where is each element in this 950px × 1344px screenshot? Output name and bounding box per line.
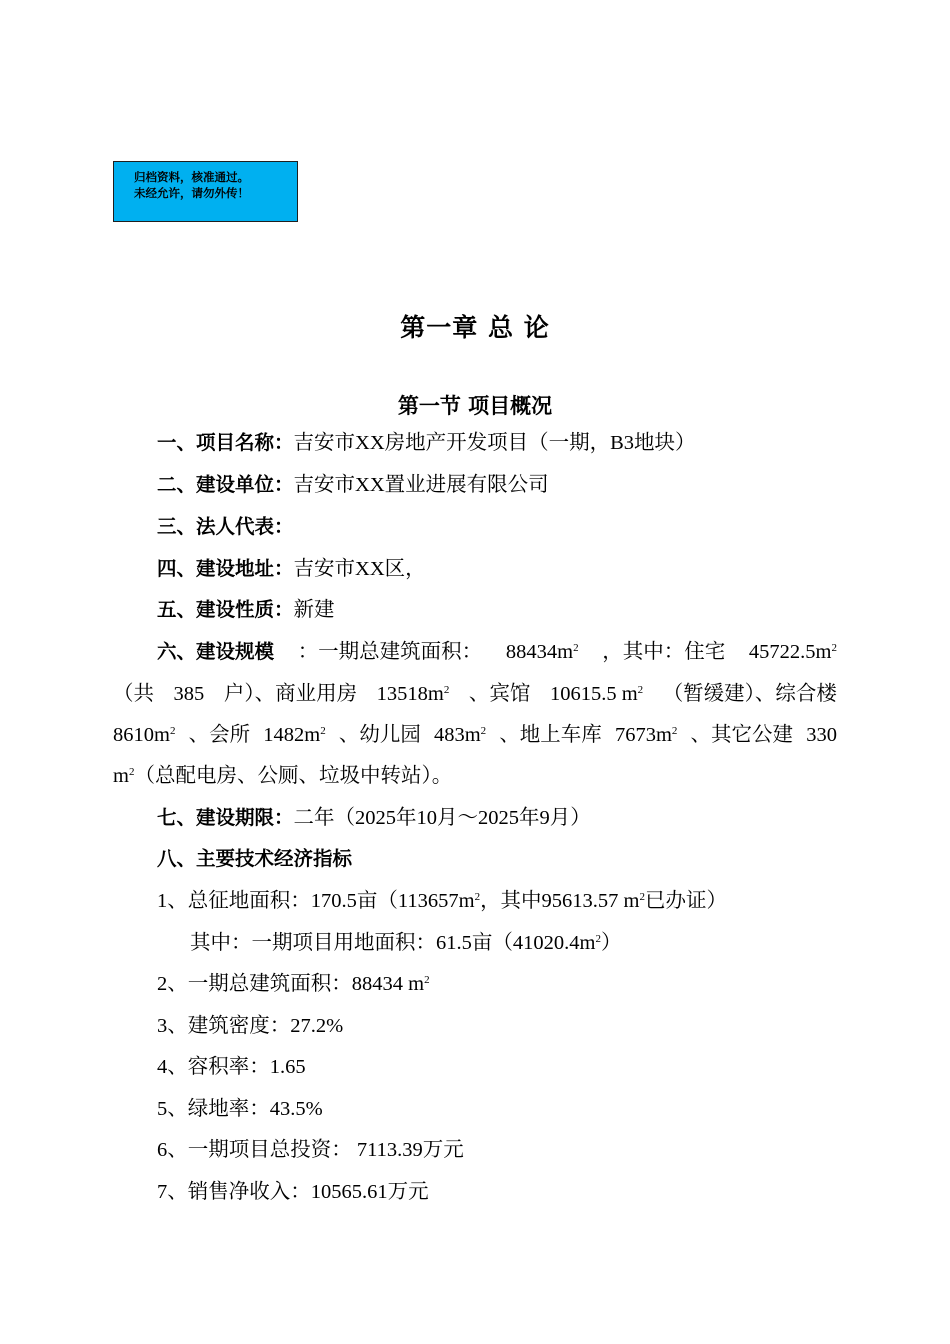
scale-text: 、宾馆: [468, 683, 531, 705]
scale-text: $45722.5m^2$: [748, 641, 837, 663]
scale-line-1: [157, 638, 837, 666]
indicator-floor-area: 2、一期总建筑面积：88434 $m^2$: [157, 973, 430, 995]
item-value: 吉安市XX置业进展有限公司: [293, 474, 549, 496]
item-label: 五、建设性质：: [157, 598, 294, 621]
item-label: 四、建设地址：: [157, 557, 294, 580]
scale-text: 、会所: [188, 724, 251, 746]
scale-text: 、幼儿园: [338, 724, 421, 746]
item-value: 二年（2025年10月～2025年9月）: [293, 807, 591, 829]
item-label: 六、建设规模: [157, 640, 275, 663]
chapter-title: 第一章 总 论: [400, 313, 550, 342]
archive-stamp: [113, 161, 298, 222]
scale-text: $483m^2$: [433, 724, 487, 746]
scale-text: $1482m^2$: [263, 724, 326, 746]
scale-text: 、地上车库: [499, 724, 602, 746]
scale-text: $8610m^2$: [113, 724, 176, 746]
indicator-plot-ratio: 4、容积率：1.65: [157, 1056, 306, 1078]
scale-text: 户）、商业用房: [223, 683, 358, 705]
item-value: 吉安市XX区，: [293, 558, 426, 580]
item-label: 七、建设期限：: [157, 806, 294, 829]
item-legal-rep: [157, 513, 294, 541]
item-label: 二、建设单位：: [157, 473, 294, 496]
item-label: 一、项目名称：: [157, 431, 294, 454]
scale-text: （暂缓建）、综合楼: [662, 683, 837, 705]
item-label: 八、主要技术经济指标: [157, 847, 353, 870]
indicator-phase1-land: 其中：一期项目用地面积：61.5亩$(41020.4m^2)$: [190, 932, 622, 954]
scale-text: 330: [806, 724, 837, 746]
indicator-building-density: 3、建筑密度：27.2%: [157, 1015, 344, 1037]
indicator-net-revenue: 7、销售净收入：10565.61万元: [157, 1181, 429, 1203]
scale-text: $88434m^2$: [505, 641, 579, 663]
indicator-investment: 6、一期项目总投资： 7113.39万元: [157, 1139, 464, 1161]
indicator-green-ratio: 5、绿地率：43.5%: [157, 1098, 323, 1120]
item-label: 三、法人代表：: [157, 515, 294, 538]
scale-text: 10615.5 $m^2$: [549, 683, 644, 705]
scale-text: ，其中：住宅: [602, 641, 726, 663]
item-project-name: [157, 429, 696, 457]
scale-line-2: [113, 680, 837, 708]
stamp-line-2: 未经允许，请勿外传！: [134, 186, 249, 200]
item-developer: [157, 471, 549, 499]
item-nature: [157, 596, 335, 624]
scale-line-4: $m^2$（总配电房、公厕、垃圾中转站）。: [113, 765, 453, 787]
item-period: [157, 804, 591, 832]
scale-text: $13518m^2$: [376, 683, 450, 705]
section-title: 第一节 项目概况: [397, 393, 553, 418]
scale-text: （共: [113, 683, 154, 705]
item-value: 新建: [293, 599, 335, 621]
item-address: [157, 555, 426, 583]
scale-text: $7673m^2$: [614, 724, 678, 746]
scale-text: 385: [173, 683, 205, 705]
scale-text: ：一期总建筑面积：: [297, 641, 483, 663]
item-value: 吉安市XX房地产开发项目（一期，B3地块）: [293, 432, 696, 454]
scale-line-3: [113, 721, 837, 749]
stamp-line-1: 归档资料，核准通过。: [134, 170, 249, 184]
indicator-land-area: 1、总征地面积：170.5亩（$113657m^2$，其中95613.57 $m^2$已办证）: [157, 890, 728, 912]
scale-text: 、其它公建: [690, 724, 794, 746]
item-indicators-heading: [157, 845, 352, 873]
